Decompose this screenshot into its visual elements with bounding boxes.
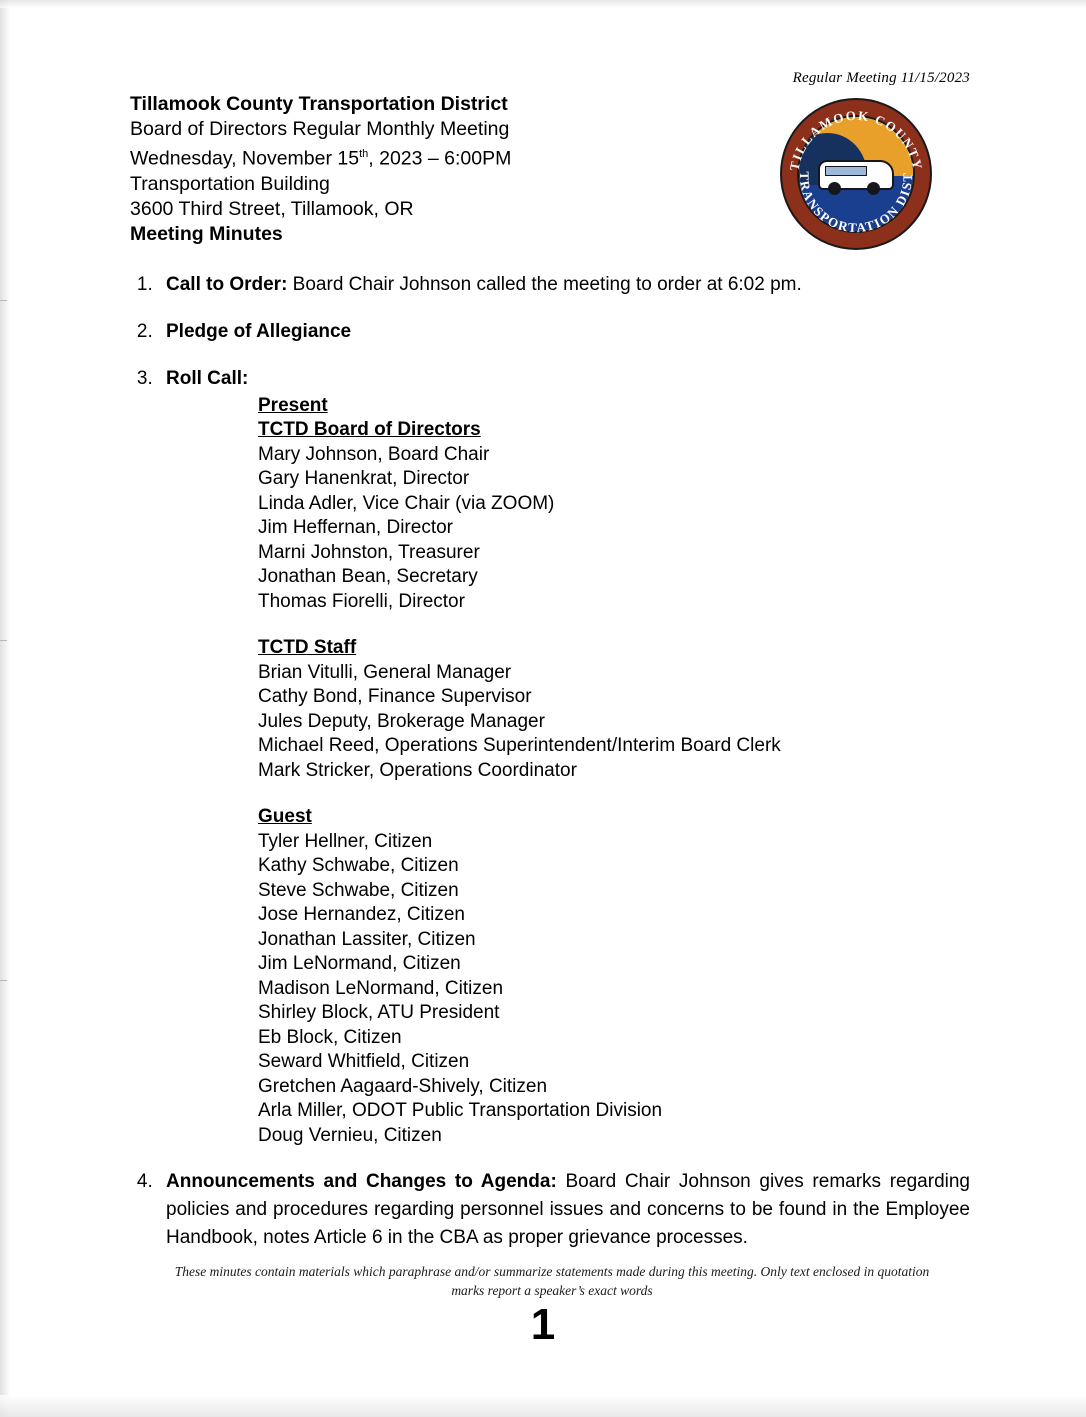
scan-tick [0,640,7,641]
meeting-date-post: , 2023 – 6:00PM [368,147,512,170]
roll-call-block [258,394,970,1149]
list-item: Marni Johnston, Treasurer [258,541,480,563]
list-item: Michael Reed, Operations Superintendent/Interim Board Clerk [258,735,781,756]
agenda-item-text: Board Chair Johnson called the meeting to order at 6:02 pm. [287,273,802,295]
agenda-item-pledge [158,318,970,345]
roll-call-group-guest [258,805,970,1148]
list-item: Jim LeNormand, Citizen [258,953,461,974]
roll-call-group-people [258,661,970,784]
list-item: Madison LeNormand, Citizen [258,977,504,999]
agenda-item-text: Board Chair Johnson gives remarks regarding policies and procedures regarding personnel issues and concerns to be found in the Employee Handbook, notes Article 6 in the CBA as proper grievance processes. [166,1171,970,1248]
agenda-list [130,271,970,1253]
footer-disclaimer-line1: These minutes contain materials which paraphrase and/or summarize statements made during this meeting. Only text enclosed in quotation [174,1264,930,1279]
agenda-item-label: Roll Call: [166,367,249,389]
meeting-date-pre: Wednesday, November 15 [130,147,360,170]
list-item: Doug Vernieu, Citizen [258,1124,442,1146]
list-item: Thomas Fiorelli, Director [258,590,465,612]
group-spacer [258,614,970,636]
venue-name: Transportation Building [130,172,330,195]
agenda-item-roll-call [158,365,970,1149]
scan-edge-top [0,0,1086,8]
seal-arc-bottom-text: TRANSPORTATION DIST [796,171,916,236]
agenda-item-call-to-order [158,271,970,298]
seal-arc-top-text: TILLAMOOK COUNTY [786,107,926,172]
list-item: Arla Miller, ODOT Public Transportation Division [258,1100,663,1121]
agenda-item-announcements [158,1168,970,1252]
organization-name: Tillamook County Transportation District [130,93,508,115]
roll-call-present-heading: Present [258,394,328,416]
document-header [130,70,970,247]
agenda-item-label: Pledge of Allegiance [166,320,352,342]
roll-call-group-heading: Guest [258,806,312,827]
scan-edge-left [0,0,10,1417]
agenda-item-label: Call to Order: [166,273,288,295]
list-item: Jose Hernandez, Citizen [258,904,465,925]
venue-address: 3600 Third Street, Tillamook, OR [130,197,414,220]
document-kind: Meeting Minutes [130,222,283,245]
group-spacer [258,783,970,805]
roll-call-group-staff [258,636,970,783]
footer-disclaimer [130,1262,974,1300]
scan-tick [0,980,7,981]
list-item: Gary Hanenkrat, Director [258,468,470,489]
tctd-seal-logo-icon [780,98,932,250]
scan-tick [0,300,7,301]
list-item: Brian Vitulli, General Manager [258,661,512,683]
list-item: Jules Deputy, Brokerage Manager [258,710,545,732]
roll-call-group-people [258,443,970,615]
scan-edge-bottom [0,1395,1086,1417]
seal-arc-text [780,98,932,250]
list-item: Linda Adler, Vice Chair (via ZOOM) [258,492,555,514]
meeting-type: Board of Directors Regular Monthly Meeting [130,118,510,140]
list-item: Steve Schwabe, Citizen [258,879,459,901]
document-content [130,70,970,1272]
list-item: Jim Heffernan, Director [258,517,453,538]
roll-call-group-board [258,418,970,614]
list-item: Kathy Schwabe, Citizen [258,855,459,876]
roll-call-group-heading: TCTD Board of Directors [258,419,481,440]
footer-disclaimer-line2: marks report a speaker’s exact words [451,1283,653,1298]
list-item: Jonathan Lassiter, Citizen [258,928,476,950]
list-item: Mark Stricker, Operations Coordinator [258,759,577,781]
page-number: 1 [530,1300,556,1349]
meeting-date-header: Regular Meeting 11/15/2023 [792,70,970,86]
list-item: Jonathan Bean, Secretary [258,566,478,587]
roll-call-group-heading: TCTD Staff [258,637,357,658]
list-item: Shirley Block, ATU President [258,1002,500,1023]
list-item: Eb Block, Citizen [258,1026,402,1048]
list-item: Seward Whitfield, Citizen [258,1051,470,1072]
agenda-item-label: Announcements and Changes to Agenda: [166,1171,557,1192]
roll-call-group-people [258,830,970,1149]
list-item: Mary Johnson, Board Chair [258,443,490,465]
list-item: Gretchen Aagaard-Shively, Citizen [258,1075,548,1097]
list-item: Tyler Hellner, Citizen [258,830,433,852]
date-ordinal-suffix: th [359,148,369,160]
list-item: Cathy Bond, Finance Supervisor [258,686,532,707]
